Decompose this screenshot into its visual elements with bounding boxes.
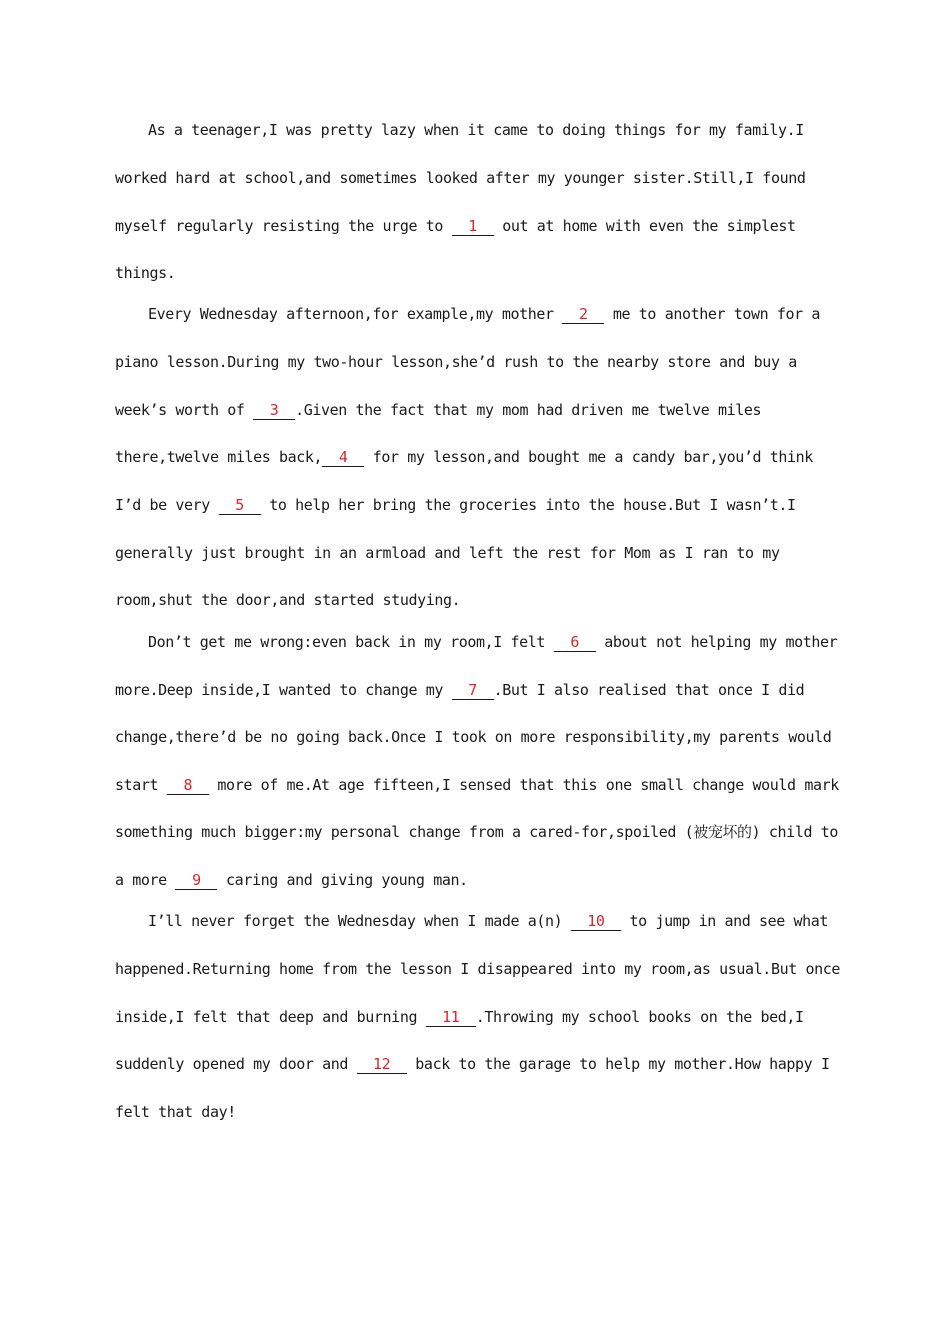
text-segment: I’ll never forget the Wednesday when I made a(n)	[148, 912, 571, 930]
text-segment: about not helping my mother	[595, 633, 838, 651]
answer-blank-5[interactable]	[219, 496, 261, 515]
text-segment: .Given the fact that my mom had driven me twelve miles	[295, 401, 762, 419]
answer-blank-6[interactable]	[554, 633, 596, 652]
text-segment: generally just brought in an armload and left the rest for Mom as I ran to my	[115, 544, 780, 562]
text-line	[115, 588, 460, 612]
text-segment: me to another town for a	[604, 305, 821, 323]
text-line	[115, 398, 761, 422]
answer-blank-2[interactable]	[562, 305, 604, 324]
text-segment: I’d be very	[115, 496, 219, 514]
text-segment: for my lesson,and bought me a candy bar,you’d think	[364, 448, 813, 466]
text-segment: more.Deep inside,I wanted to change my	[115, 681, 452, 699]
text-line	[115, 1100, 236, 1124]
text-line	[148, 630, 837, 654]
text-segment: Don’t get me wrong:even back in my room,I felt	[148, 633, 554, 651]
text-line	[115, 350, 797, 374]
answer-blank-7[interactable]	[452, 681, 494, 700]
text-segment: room,shut the door,and started studying.	[115, 591, 461, 609]
text-segment: piano lesson.During my two-hour lesson,she’d rush to the nearby store and buy a	[115, 353, 797, 371]
answer-blank-4[interactable]	[322, 448, 364, 467]
text-segment: change,there’d be no going back.Once I took on more responsibility,my parents would	[115, 728, 832, 746]
text-segment: a more	[115, 871, 176, 889]
blank-number: 7	[468, 681, 477, 699]
text-segment: to help her bring the groceries into the house.But I wasn’t.I	[260, 496, 796, 514]
text-segment: suddenly opened my door and	[115, 1055, 357, 1073]
text-segment: .But I also realised that once I did	[493, 681, 805, 699]
answer-blank-3[interactable]	[253, 401, 295, 420]
text-segment: there,twelve miles back,	[115, 448, 323, 466]
blank-number: 1	[468, 217, 477, 235]
text-segment: more of me.At age fifteen,I sensed that this one small change would mark	[208, 776, 839, 794]
text-segment: worked hard at school,and sometimes looked after my younger sister.Still,I found	[115, 169, 806, 187]
text-segment: happened.Returning home from the lesson I disappeared into my room,as usual.But once	[115, 960, 840, 978]
text-segment: .Throwing my school books on the bed,I	[475, 1008, 804, 1026]
text-segment: to jump in and see what	[620, 912, 829, 930]
blank-number: 11	[442, 1008, 460, 1026]
text-line	[115, 261, 175, 285]
text-line	[115, 1052, 830, 1076]
blank-number: 9	[192, 871, 201, 889]
text-segment: Every Wednesday afternoon,for example,my mother	[148, 305, 563, 323]
text-segment: felt that day!	[115, 1103, 236, 1121]
text-line	[115, 1005, 804, 1029]
text-line	[115, 214, 796, 238]
text-segment: inside,I felt that deep and burning	[115, 1008, 426, 1026]
answer-blank-12[interactable]	[357, 1055, 407, 1074]
text-segment: things.	[115, 264, 176, 282]
answer-blank-9[interactable]	[175, 871, 217, 890]
text-line	[115, 820, 838, 844]
text-line	[115, 957, 840, 981]
text-line	[115, 493, 796, 517]
text-line	[115, 868, 468, 892]
text-line	[148, 118, 804, 142]
answer-blank-10[interactable]	[571, 912, 621, 931]
blank-number: 8	[183, 776, 193, 794]
blank-number: 4	[338, 448, 348, 466]
text-segment: As a teenager,I was pretty lazy when it came to doing things for my family.I	[148, 121, 804, 139]
answer-blank-1[interactable]	[452, 217, 494, 236]
text-line	[115, 541, 780, 565]
blank-number: 3	[269, 401, 279, 419]
text-segment: caring and giving young man.	[217, 871, 468, 889]
blank-number: 12	[373, 1055, 391, 1073]
answer-blank-8[interactable]	[167, 776, 209, 795]
text-line	[148, 302, 820, 326]
text-line	[148, 909, 828, 933]
blank-number: 6	[570, 633, 579, 651]
text-segment: back to the garage to help my mother.How happy I	[406, 1055, 830, 1073]
text-line	[115, 166, 805, 190]
text-segment: start	[115, 776, 167, 794]
text-line	[115, 773, 839, 797]
text-segment: week’s worth of	[115, 401, 254, 419]
text-segment: myself regularly resisting the urge to	[115, 217, 452, 235]
text-line	[115, 725, 831, 749]
answer-blank-11[interactable]	[426, 1008, 476, 1027]
text-segment: something much bigger:my personal change from a cared-for,spoiled (被宠坏的) child to	[115, 823, 838, 841]
text-line	[115, 678, 804, 702]
text-line	[115, 445, 813, 469]
text-segment: out at home with even the simplest	[493, 217, 796, 235]
blank-number: 10	[587, 912, 605, 930]
blank-number: 2	[578, 305, 588, 323]
blank-number: 5	[235, 496, 244, 514]
